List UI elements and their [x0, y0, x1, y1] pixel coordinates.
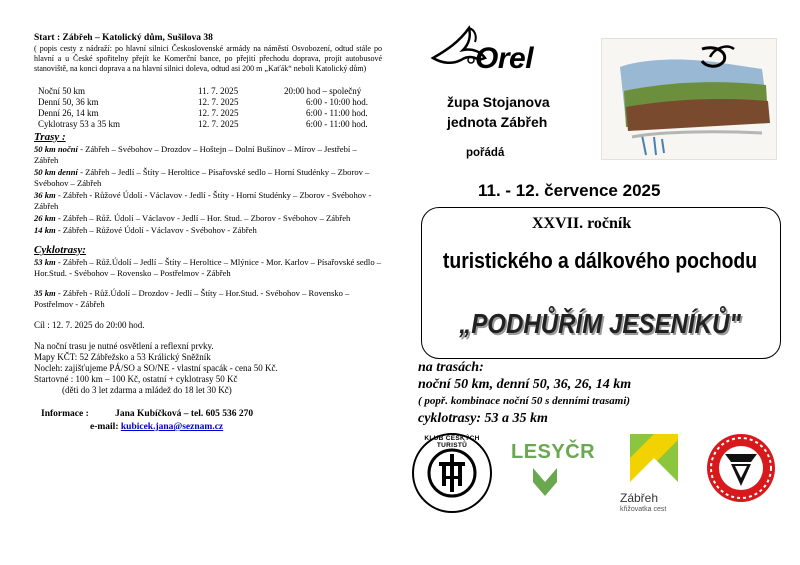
info-line: Startovné : 100 km – 100 Kč, ostatní + cyklotrasy 50 Kč	[34, 374, 238, 384]
bike-wheel-emblem-icon	[705, 432, 777, 504]
event-name: „PODHŮŘÍM JESENÍKŮ"	[459, 308, 741, 339]
trasa-text: - Zábřeh - Růžové Údolí - Václavov - Jedlí - Štíty - Horní Studénky – Zborov - Svébohov - Zábřeh	[34, 190, 372, 211]
zabreh-crossing-icon	[624, 430, 684, 486]
schedule-date: 11. 7. 2025	[198, 86, 239, 96]
schedule-time: 6:00 - 10:00 hod.	[306, 97, 368, 107]
schedule-row	[38, 119, 382, 130]
zupa-text: župa Stojanova	[447, 94, 550, 110]
schedule-date: 12. 7. 2025	[198, 108, 239, 118]
schedule-name: Cyklotrasy 53 a 35 km	[38, 119, 120, 129]
lesy-trees-icon	[511, 464, 591, 504]
trasa-text: - Zábřeh – Svébohov – Drozdov – Hoštejn – Dolní Bušínov – Mírov – Jestřebí – Zábřeh	[34, 144, 357, 165]
trasa-item	[34, 190, 382, 212]
porada-text: pořádá	[466, 147, 505, 159]
left-column	[34, 32, 382, 433]
trasa-item	[34, 167, 382, 189]
email-row	[34, 421, 382, 433]
trasa-label: 26 km	[34, 213, 56, 223]
trasy-heading: Trasy :	[34, 131, 66, 143]
kct-ring-text: KLUB ČESKÝCH TURISTŮ	[424, 435, 480, 449]
info-line: Mapy KČT: 52 Zábřežsko a 53 Králický Sněžník	[34, 352, 211, 362]
trasa-label: 36 km	[34, 190, 56, 200]
schedule-row	[38, 97, 382, 108]
trasa-item	[34, 225, 382, 236]
na-trasach-label: na trasách:	[418, 360, 484, 375]
trasa-item	[34, 144, 382, 166]
email-link[interactable]: kubicek.jana@seznam.cz	[120, 422, 224, 432]
trasa-label: 14 km	[34, 225, 56, 235]
schedule-time: 6:00 - 11:00 hod.	[306, 119, 368, 129]
cyklotrasa-label: 35 km	[34, 288, 56, 298]
cyklotrasa-label: 53 km	[34, 257, 56, 267]
info-block	[34, 341, 382, 396]
start-title: Start : Zábřeh – Katolický dům, Sušilova 38	[34, 33, 213, 43]
zabreh-logo	[620, 430, 700, 516]
cyklotrasa-item	[34, 257, 382, 279]
trasa-text: - Zábřeh – Jedlí – Štíty – Heroltice – Písařovské sedlo – Horní Studénky – Zborov – Svébohov – Zábřeh	[34, 167, 370, 188]
info-line: Na noční trasu je nutné osvětlení a reflexní prvky.	[34, 341, 214, 351]
zabreh-wordmark: Zábřeh	[620, 491, 659, 505]
trasa-text: - Zábřeh – Růžové Údolí - Václavov - Svébohov - Zábřeh	[57, 225, 257, 235]
contact-block	[34, 408, 382, 421]
schedule-name: Denní 26, 14 km	[38, 108, 99, 118]
trasa-label: 50 km noční	[34, 144, 78, 154]
cycling-club-logo	[705, 432, 777, 504]
lesy-cr-logo	[511, 440, 596, 510]
info-line: Nocleh: zajišťujeme PÁ/SO a SO/NE - vlastní spacák - cena 50 Kč.	[34, 363, 278, 373]
schedule-name: Denní 50, 36 km	[38, 97, 99, 107]
schedule-time: 6:00 - 11:00 hod.	[306, 108, 368, 118]
cyklotrasy-heading: Cyklotrasy:	[34, 244, 86, 256]
schedule-date: 12. 7. 2025	[198, 119, 239, 129]
trasa-text: - Zábřeh – Růž. Údolí – Václavov - Jedlí – Hor. Stud. – Zborov - Svébohov – Zábřeh	[57, 213, 351, 223]
cyklotrasa-text: - Zábřeh – Růž.Údolí – Jedlí – Štíty – Heroltice – Mlýnice - Mor. Karlov – Písařovské sedlo – Hor.Stud. - Svébohov – Rovensko – Postřelmov - Zábřeh	[34, 257, 382, 278]
cyklotrasa-item	[34, 288, 382, 310]
schedule-row	[38, 108, 382, 119]
orel-logo	[425, 20, 565, 84]
rocnik-text: XXVII. ročník	[532, 215, 632, 232]
informace-person: Jana Kubíčková – tel. 605 536 270	[115, 409, 254, 419]
schedule-row	[38, 86, 382, 97]
trasa-item	[34, 213, 382, 224]
cyklotrasa-text: - Zábřeh - Růž.Údolí – Drozdov - Jedlí – Štíty – Hor.Stud. - Svébohov – Rovensko – Postřelmov - Zábřeh	[34, 288, 350, 309]
cil-text: Cíl : 12. 7. 2025 do 20:00 hod.	[34, 320, 145, 330]
schedule-table	[34, 86, 382, 130]
trasa-label: 50 km denní	[34, 167, 78, 177]
email-label: e-mail:	[90, 422, 119, 432]
orel-wordmark: Orel	[475, 42, 534, 75]
informace-label: Informace :	[41, 409, 89, 419]
schedule-date: 12. 7. 2025	[198, 97, 239, 107]
zabreh-subtitle: křižovatka cest	[620, 506, 667, 513]
event-date: 11. - 12. července 2025	[478, 181, 661, 200]
kombinace-note: ( popř. kombinace noční 50 s denními trasami)	[418, 395, 631, 407]
lesy-cr-wordmark: LESYČR	[511, 441, 596, 463]
cyklotrasy-summary: cyklotrasy: 53 a 35 km	[418, 411, 548, 426]
event-title: turistického a dálkového pochodu	[442, 248, 758, 273]
start-description: ( popis cesty z nádraží: po hlavní silnici Československé armády na náměstí Osvobození, odtud stále po hlavní a u České spořitelny přejít ke Komerční bance, po přejití přechodu doprava, projít autobusové stanoviště, na konci doprava a na hlavní silnici doleva, odtud asi 200 m „Kaťák“ neboli Katolický dům)	[34, 44, 382, 73]
kids-note: (děti do 3 let zdarma a mládež do 18 let 30 Kč)	[62, 385, 232, 395]
schedule-name: Noční 50 km	[38, 86, 85, 96]
kct-logo	[411, 432, 493, 514]
hiking-boot-drawing	[602, 39, 776, 159]
schedule-time: 20:00 hod – společný	[284, 86, 362, 96]
child-drawing-image	[601, 38, 777, 160]
trasy-summary: noční 50 km, denní 50, 36, 26, 14 km	[418, 377, 632, 392]
jednota-text: jednota Zábřeh	[447, 114, 548, 130]
